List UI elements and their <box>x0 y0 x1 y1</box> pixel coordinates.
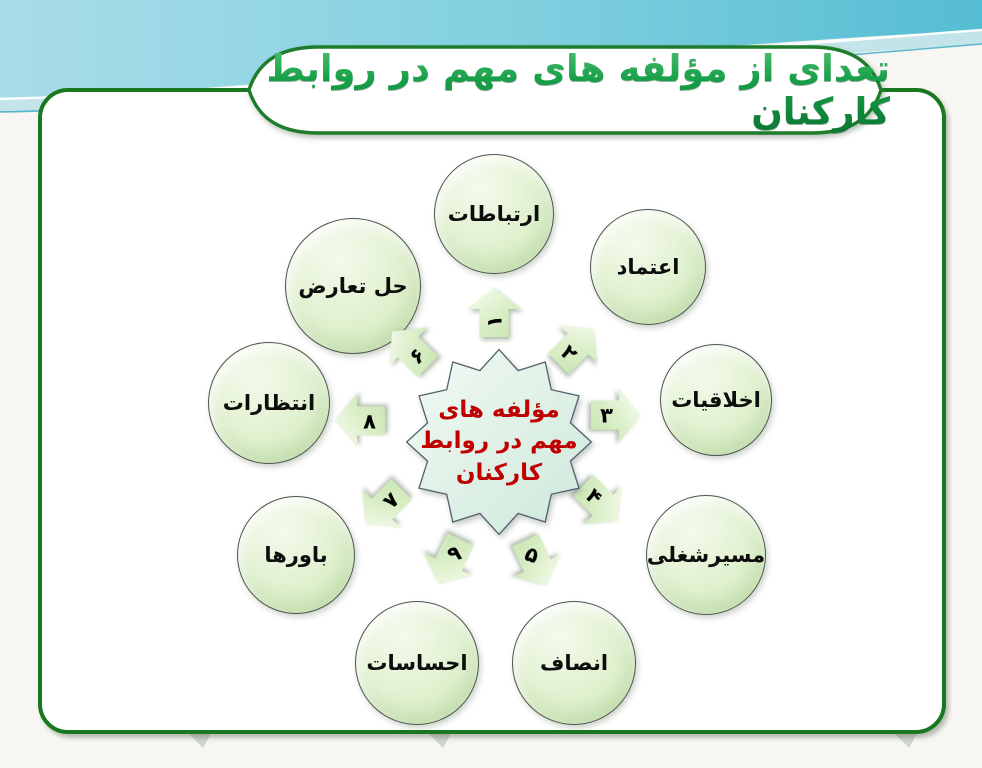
arrow-1-communications <box>467 287 521 337</box>
arrow-number: ۶ <box>403 342 430 369</box>
center-star-text <box>402 345 596 539</box>
circle-fairness <box>512 601 636 725</box>
arrow-number: ۱ <box>482 315 506 328</box>
arrow-number: ۵ <box>521 540 543 568</box>
slide-title: تعدای از مؤلفه های مهم در روابط کارکنان <box>240 36 890 144</box>
circle-label: انصاف <box>539 651 609 675</box>
circle-label: باورها <box>264 543 328 567</box>
circle-career-path <box>646 495 766 615</box>
circle-label: احساسات <box>366 651 468 675</box>
circle-label: ارتباطات <box>447 202 541 226</box>
arrow-number: ۳ <box>600 403 613 427</box>
arrow-number: ۸ <box>363 409 376 433</box>
circle-communications <box>434 154 554 274</box>
circle-label: اعتماد <box>616 255 680 279</box>
circle-emotions <box>355 601 479 725</box>
arrow-number: ۷ <box>377 487 404 514</box>
circle-expectations <box>208 342 330 464</box>
circle-trust <box>590 209 706 325</box>
circle-beliefs <box>237 496 355 614</box>
circle-label: مسیرشغلی <box>646 543 766 567</box>
circle-ethics <box>660 344 772 456</box>
center-star-line-3: کارکنان <box>455 459 543 486</box>
center-star <box>402 345 596 539</box>
circle-label: انتظارات <box>222 391 316 415</box>
center-star-line-2: مهم در روابط <box>420 428 578 455</box>
circle-label: حل تعارض <box>298 274 408 298</box>
center-star-line-1: مؤلفه های <box>438 397 560 424</box>
arrow-number: ۴ <box>581 483 608 510</box>
arrow-number: ۹ <box>443 539 465 567</box>
circle-label: اخلاقیات <box>671 388 761 412</box>
arrow-number: ۲ <box>556 339 583 366</box>
arrow-8-expectations <box>335 394 385 448</box>
arrow-3-ethics <box>591 388 641 442</box>
title-banner <box>240 36 890 144</box>
